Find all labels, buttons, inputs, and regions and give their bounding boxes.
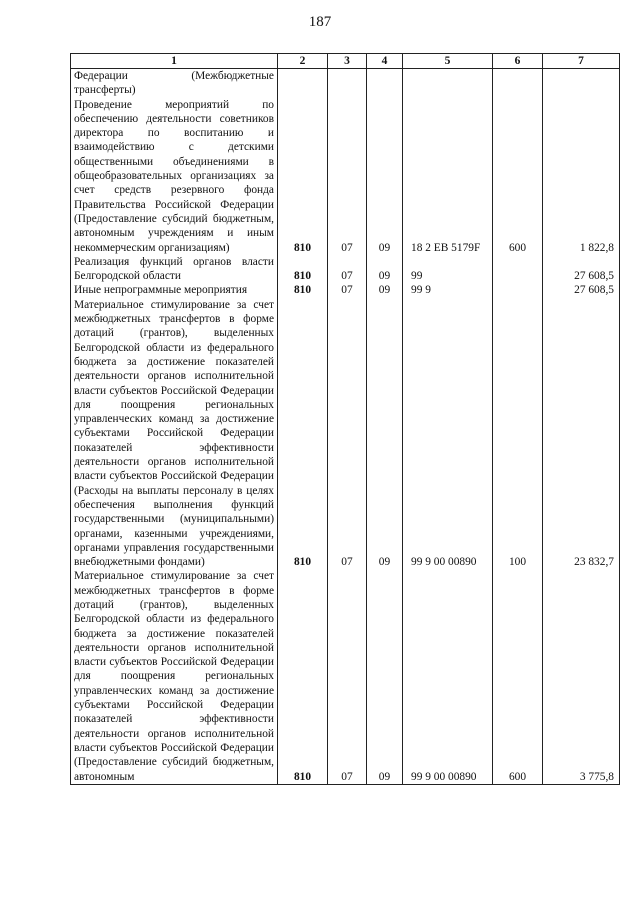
cell-expense-type <box>493 255 543 284</box>
page-number: 187 <box>308 14 332 30</box>
budget-table <box>70 53 620 785</box>
column-header-6: 6 <box>493 54 543 69</box>
cell-section: 07 <box>328 255 367 284</box>
cell-section: 07 <box>328 298 367 570</box>
cell-expense-type <box>493 283 543 297</box>
table-row <box>71 255 620 284</box>
column-header-2: 2 <box>278 54 328 69</box>
cell-amount: 27 608,5 <box>543 255 620 284</box>
table-row <box>71 283 620 297</box>
row-name: Реализация функций органов власти Белгородской области <box>71 255 278 284</box>
cell-target-article: 99 9 <box>403 283 493 297</box>
cell-amount <box>543 69 620 98</box>
cell-subsection <box>367 69 403 98</box>
cell-amount: 1 822,8 <box>543 98 620 255</box>
column-header-3: 3 <box>328 54 367 69</box>
cell-expense-type: 600 <box>493 98 543 255</box>
cell-target-article: 99 <box>403 255 493 284</box>
cell-ministry-code <box>278 69 328 98</box>
cell-subsection: 09 <box>367 569 403 784</box>
cell-expense-type: 600 <box>493 569 543 784</box>
table-header-row <box>71 54 620 69</box>
cell-amount: 23 832,7 <box>543 298 620 570</box>
cell-subsection: 09 <box>367 298 403 570</box>
cell-expense-type <box>493 69 543 98</box>
cell-section: 07 <box>328 283 367 297</box>
cell-subsection: 09 <box>367 98 403 255</box>
cell-ministry-code: 810 <box>278 298 328 570</box>
table-row <box>71 69 620 98</box>
cell-ministry-code: 810 <box>278 255 328 284</box>
cell-target-article: 99 9 00 00890 <box>403 298 493 570</box>
cell-target-article <box>403 69 493 98</box>
row-name: Проведение мероприятий по обеспечению деятельности советников директора по воспитанию и взаимодействию с детскими общественными объединениями в общеобразовательных организациях за счет средств резервного фонда Правительства Российской Федерации (Предоставление субсидий бюджетным, автономным учреждениям и иным некоммерческим организациям) <box>71 98 278 255</box>
cell-ministry-code: 810 <box>278 98 328 255</box>
table-row <box>71 569 620 784</box>
cell-section <box>328 69 367 98</box>
cell-ministry-code: 810 <box>278 283 328 297</box>
cell-subsection: 09 <box>367 283 403 297</box>
table-row <box>71 98 620 255</box>
column-header-1: 1 <box>71 54 278 69</box>
cell-amount: 27 608,5 <box>543 283 620 297</box>
table-row <box>71 298 620 570</box>
row-name: Иные непрограммные мероприятия <box>71 283 278 297</box>
row-name: Материальное стимулирование за счет межбюджетных трансфертов в форме дотаций (грантов), выделенных Белгородской области из федерального бюджета за достижение показателей деятельности органов исполнительной власти субъектов Российской Федерации для поощрения региональных управленческих команд за достижение субъектами Российской Федерации показателей эффективности деятельности органов исполнительной власти субъектов Российской Федерации (Расходы на выплаты персоналу в целях обеспечения выполнения функций государственными (муниципальными) органами, казенными учреждениями, органами управления государственными внебюджетными фондами) <box>71 298 278 570</box>
cell-section: 07 <box>328 569 367 784</box>
cell-target-article: 99 9 00 00890 <box>403 569 493 784</box>
column-header-5: 5 <box>403 54 493 69</box>
cell-target-article: 18 2 EB 5179F <box>403 98 493 255</box>
column-header-4: 4 <box>367 54 403 69</box>
row-name: Материальное стимулирование за счет межбюджетных трансфертов в форме дотаций (грантов), выделенных Белгородской области из федерального бюджета за достижение показателей деятельности органов исполнительной власти субъектов Российской Федерации для поощрения региональных управленческих команд за достижение субъектами Российской Федерации показателей эффективности деятельности органов исполнительной власти субъектов Российской Федерации (Предоставление субсидий бюджетным, автономным <box>71 569 278 784</box>
cell-subsection: 09 <box>367 255 403 284</box>
cell-section: 07 <box>328 98 367 255</box>
cell-ministry-code: 810 <box>278 569 328 784</box>
cell-amount: 3 775,8 <box>543 569 620 784</box>
column-header-7: 7 <box>543 54 620 69</box>
cell-expense-type: 100 <box>493 298 543 570</box>
row-name: Федерации (Межбюджетные трансферты) <box>71 69 278 98</box>
